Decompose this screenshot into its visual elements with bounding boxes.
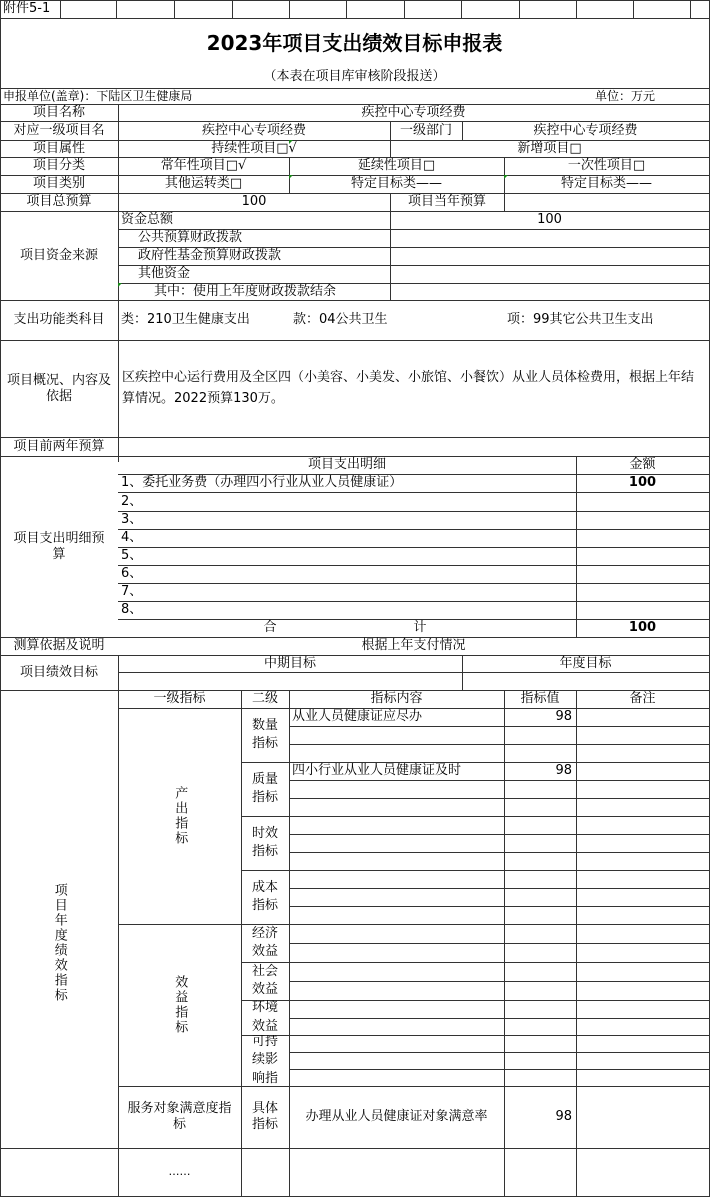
grid-line (289, 726, 710, 727)
level1-project-value: 疾控中心专项经费 (201, 122, 306, 138)
grid-line (690, 0, 691, 19)
grid-line (289, 798, 710, 799)
grid-line (289, 834, 710, 835)
overview-label: 项目概况、内容及依据 (6, 372, 111, 404)
detail-amount (576, 547, 709, 565)
category-label: 项目分类 (32, 158, 85, 174)
level1-dept-label: 一级部门 (399, 122, 452, 138)
total-budget-label: 项目总预算 (26, 194, 92, 210)
form-subtitle: （本表在项目库审核阶段报送） (263, 69, 446, 85)
grid-line (461, 0, 462, 19)
funding-total-label: 资金总额 (121, 212, 174, 228)
grid-line (576, 0, 577, 19)
output-indicator-label: 产出指标 (172, 786, 188, 846)
attribute-new: 新增项目□ (517, 140, 582, 156)
detail-item: 3、 (121, 512, 143, 528)
ind-head-value: 指标值 (520, 691, 560, 707)
cell-comment-marker (118, 283, 122, 287)
grid-line (289, 906, 710, 907)
grid-line (241, 816, 710, 817)
category-onetime: 一次性项目□ (567, 158, 646, 174)
cell-comment-marker (289, 140, 293, 144)
declaring-unit: 申报单位(盖章)：下陆区卫生健康局 (3, 88, 193, 103)
grid-line (346, 0, 347, 19)
funding-item: 其他资金 (138, 266, 191, 282)
form-title: 2023年项目支出绩效目标申报表 (206, 31, 503, 55)
quality-value: 98 (555, 763, 572, 779)
detail-amount (576, 565, 709, 583)
detail-amount: 100 (628, 475, 657, 491)
function-class-xiang: 项：99其它公共卫生支出 (507, 312, 654, 328)
quantity-content: 从业人员健康证应尽办 (292, 709, 423, 725)
level1-project-label: 对应一级项目名 (13, 122, 105, 138)
indicators-section-label: 项目年度绩效指标 (51, 883, 67, 1003)
perf-goal-mid: 中期目标 (263, 655, 316, 671)
grid-line (60, 0, 61, 19)
grid-line (289, 852, 710, 853)
funding-item: 其中：使用上年度财政拨款结余 (154, 283, 337, 299)
quality-content: 四小行业从业人员健康证及时 (292, 763, 462, 779)
detail-item: 7、 (121, 584, 143, 600)
grid-line (519, 0, 520, 19)
year-budget-value (504, 193, 709, 211)
grid-line (633, 0, 634, 19)
type-specific-1: 特定目标类—— (350, 176, 442, 192)
benefit-indicator-label: 效益指标 (172, 975, 188, 1035)
cell-comment-marker (504, 175, 508, 179)
grid-line (174, 0, 175, 19)
detail-total-ji: 计 (413, 620, 427, 636)
grid-line (289, 1018, 710, 1019)
type-other: 其他运转类□ (164, 176, 243, 192)
funding-item: 公共预算财政拨款 (138, 230, 243, 246)
basis-value: 根据上年支付情况 (361, 638, 466, 654)
satisfaction-label: 服务对象满意度指标 (127, 1101, 232, 1132)
total-budget-value: 100 (241, 194, 267, 210)
grid-line (289, 1069, 710, 1070)
grid-line (289, 981, 710, 982)
ind-head-l1: 一级指标 (153, 691, 206, 707)
satisfaction-value: 98 (555, 1109, 572, 1125)
level1-dept-value: 疾控中心专项经费 (533, 122, 638, 138)
detail-item: 6、 (121, 566, 143, 582)
ind-head-note: 备注 (629, 691, 656, 707)
type-label: 项目类别 (32, 176, 85, 192)
grid-line (241, 1000, 710, 1001)
basis-label: 测算依据及说明 (13, 638, 105, 654)
grid-line (289, 780, 710, 781)
project-name-value: 疾控中心专项经费 (361, 104, 466, 120)
category-regular: 常年性项目□√ (160, 158, 247, 174)
detail-item: 2、 (121, 493, 143, 509)
detail-header-amount: 金额 (629, 457, 656, 473)
grid-line (289, 0, 290, 19)
l2-env: 环境效益 (251, 1000, 278, 1034)
grid-line (116, 0, 117, 19)
grid-line (289, 1052, 710, 1053)
l2-economic: 经济效益 (251, 925, 278, 959)
l2-specific: 具体指标 (251, 1101, 278, 1132)
grid-line (289, 888, 710, 889)
detail-label: 项目支出明细预算 (13, 530, 105, 562)
l2-quality: 质量指标 (251, 771, 278, 805)
function-class-label: 支出功能类科目 (13, 312, 105, 328)
perf-goal-annual: 年度目标 (559, 655, 612, 671)
perf-goal-label: 项目绩效目标 (19, 664, 98, 680)
detail-total-amount: 100 (628, 620, 657, 636)
category-extended: 延续性项目□ (357, 158, 436, 174)
grid-line (118, 672, 710, 673)
funding-label: 项目资金来源 (19, 247, 98, 263)
grid-line (0, 0, 710, 1)
overview-text: 区疾控中心运行费用及全区四（小美容、小美发、小旅馆、小餐饮）从业人员体检费用，根据上年结算情况。2022预算130万。 (122, 370, 695, 406)
grid-line (232, 0, 233, 19)
ind-head-l2: 二级 (251, 691, 278, 707)
detail-item: 1、委托业务费（办理四小行业从业人员健康证） (121, 475, 403, 491)
detail-item: 4、 (121, 530, 143, 546)
grid-line (289, 943, 710, 944)
funding-item: 政府性基金预算财政拨款 (138, 248, 282, 264)
funding-total-value: 100 (537, 212, 562, 228)
type-specific-2: 特定目标类—— (560, 176, 652, 192)
l2-social: 社会效益 (251, 963, 278, 997)
grid-line (241, 962, 710, 963)
ind-head-content: 指标内容 (370, 691, 423, 707)
detail-item: 5、 (121, 548, 143, 564)
grid-line (118, 924, 710, 925)
detail-amount (576, 529, 709, 547)
satisfaction-content: 办理从业人员健康证对象满意率 (305, 1109, 488, 1125)
l2-sustain: 可持续影响指 (251, 1035, 278, 1086)
grid-line (404, 0, 405, 19)
ellipsis-row: …… (168, 1165, 191, 1179)
grid-line (0, 1148, 710, 1149)
detail-amount (576, 583, 709, 601)
function-class-lei: 类：210卫生健康支出 (121, 312, 250, 328)
l2-timeliness: 时效指标 (251, 825, 278, 859)
project-name-label: 项目名称 (32, 104, 85, 120)
detail-amount (576, 511, 709, 529)
detail-amount (576, 492, 709, 511)
cell-comment-marker (289, 175, 293, 179)
function-class-kuan: 款：04公共卫生 (293, 312, 388, 328)
prev-two-years-label: 项目前两年预算 (13, 438, 105, 454)
grid-line (241, 1035, 710, 1036)
l2-cost: 成本指标 (251, 879, 278, 913)
detail-total-he: 合 (263, 620, 277, 636)
attribute-label: 项目属性 (32, 140, 85, 156)
grid-line (241, 870, 710, 871)
attribute-continuing: 持续性项目□√ (211, 140, 297, 156)
year-budget-label: 项目当年预算 (407, 194, 486, 210)
money-unit: 单位：万元 (594, 88, 655, 103)
quantity-value: 98 (555, 709, 572, 725)
detail-item: 8、 (121, 602, 143, 618)
detail-header-item: 项目支出明细 (307, 457, 386, 473)
detail-amount (576, 601, 709, 619)
l2-quantity: 数量指标 (251, 717, 278, 751)
grid-line (289, 744, 710, 745)
attachment-label: 附件5-1 (3, 1, 51, 17)
